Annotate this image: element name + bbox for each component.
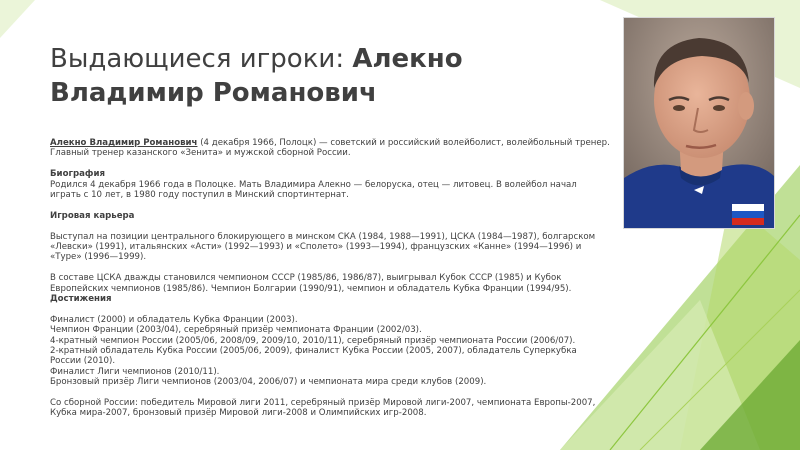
page-title bbox=[50, 42, 610, 110]
title-name-line1: Алекно bbox=[352, 44, 463, 74]
intro-paragraph bbox=[50, 138, 610, 159]
achievement-item: Чемпион Франции (2003/04), серебряный призёр чемпионата Франции (2002/03). bbox=[50, 325, 422, 336]
national-team-paragraph: Со сборной России: победитель Мировой лиги 2011, серебряный призёр Мировой лиги-2007, чемпионата Европы-2007, Кубка мира-2007, бронзовый призёр Мировой лиги-2008 и Олимпийских игр-2008. bbox=[50, 398, 596, 419]
career-paragraph-2: В составе ЦСКА дважды становился чемпионом СССР (1985/86, 1986/87), выигрывал Кубок СССР (1985) и Кубок Европейских чемпионов (1985/86). Чемпион Болгарии (1990/91), чемпион и обладатель Кубка Франции (1994/95). Достижения bbox=[50, 273, 572, 305]
career-heading: Игровая карьера bbox=[50, 210, 135, 221]
deco-triangle-top-left bbox=[0, 0, 35, 38]
career-paragraph-1: Выступал на позиции центрального блокирующего в минском СКА (1984, 1988—1991), ЦСКА (1984—1987), болгарском «Левски» (1991), итальянских «Асти» (1992—1993) и «Сполето» (1993—1994), французских «Канне» (1994—1996) и «Туре» (1996—1999). bbox=[50, 231, 596, 263]
intro-text: (4 декабря 1966, Полоцк) — советский и российский волейболист, волейбольный тренер. Главный тренер казанского «Зенита» и мужской сборной России. bbox=[50, 138, 610, 159]
portrait-photo bbox=[623, 17, 775, 229]
biography-text: Родился 4 декабря 1966 года в Полоцке. Мать Владимира Алекно — белоруска, отец — литовец. В волейбол начал играть с 10 лет, в 1980 году поступил в Минский спортинтернат. bbox=[50, 179, 577, 201]
achievement-item: 4-кратный чемпион России (2005/06, 2008/09, 2009/10, 2010/11), серебряный призёр чемпионата России (2006/07). bbox=[50, 335, 576, 346]
achievement-item: Финалист (2000) и обладатель Кубка Франции (2003). bbox=[50, 314, 298, 325]
achievement-item: Бронзовый призёр Лиги чемпионов (2003/04, 2006/07) и чемпионата мира среди клубов (2009). bbox=[50, 377, 487, 388]
article-body bbox=[50, 138, 610, 429]
intro-name-link[interactable]: Алекно Владимир Романович bbox=[50, 138, 198, 148]
title-name-line2: Владимир Романович bbox=[50, 78, 377, 108]
achievement-item: 2-кратный обладатель Кубка России (2005/06, 2009), финалист Кубка России (2005, 2007), обладатель Суперкубка России (2010). bbox=[50, 346, 577, 367]
biography-heading: Биография bbox=[50, 169, 105, 180]
achievement-item: Финалист Лиги чемпионов (2010/11). bbox=[50, 366, 220, 377]
achievements-heading: Достижения bbox=[50, 294, 112, 305]
title-prefix: Выдающиеся игроки: bbox=[50, 44, 353, 74]
